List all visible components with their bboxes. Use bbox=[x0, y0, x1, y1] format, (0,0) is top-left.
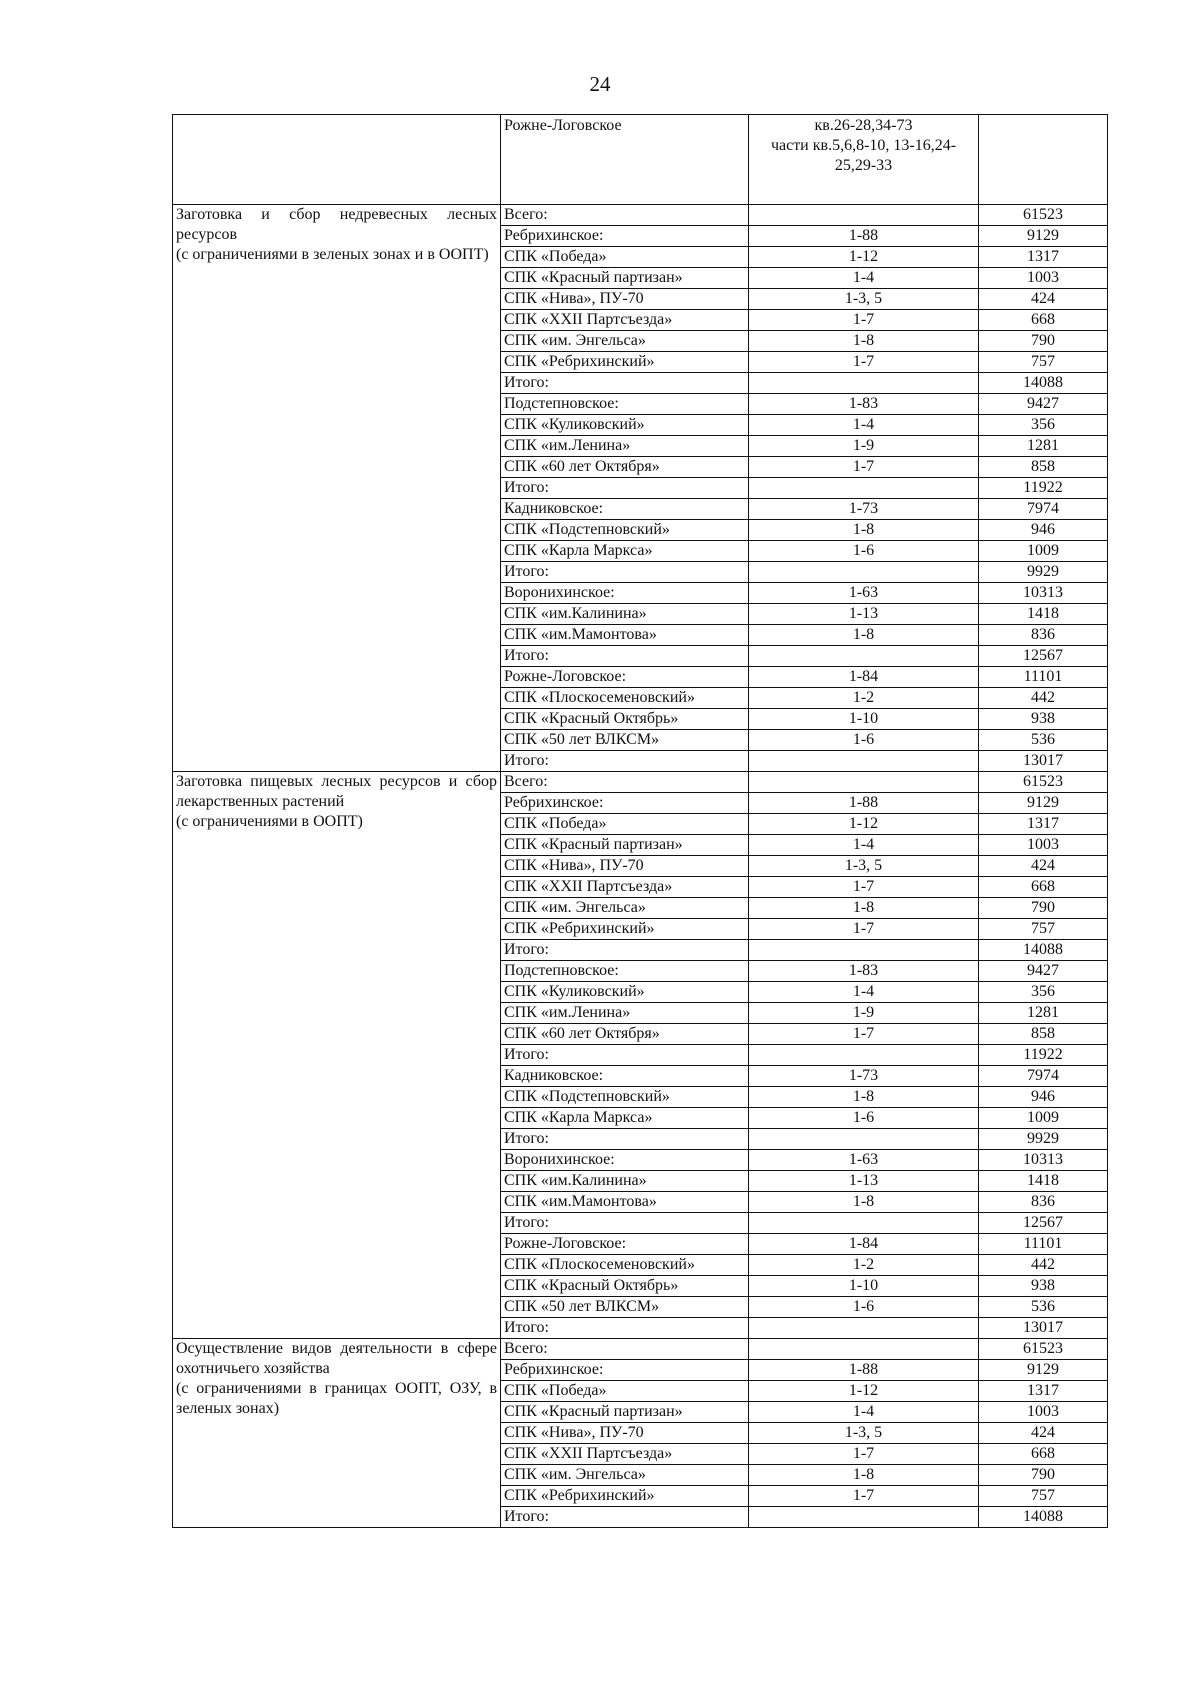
name-cell: СПК «XXII Партсъезда» bbox=[501, 877, 749, 898]
quarters-cell: 1-6 bbox=[749, 541, 979, 562]
name-cell: Всего: bbox=[501, 205, 749, 226]
activity-cell bbox=[173, 205, 501, 772]
quarters-cell: 1-84 bbox=[749, 1234, 979, 1255]
area-cell: 14088 bbox=[979, 373, 1108, 394]
quarters-cell: 1-2 bbox=[749, 688, 979, 709]
quarters-cell: 1-8 bbox=[749, 331, 979, 352]
quarters-cell bbox=[749, 1045, 979, 1066]
table-row bbox=[173, 1339, 1108, 1360]
name-cell: Всего: bbox=[501, 1339, 749, 1360]
name-cell: Итого: bbox=[501, 1045, 749, 1066]
quarters-cell: 1-7 bbox=[749, 352, 979, 373]
quarters-cell: 1-8 bbox=[749, 1192, 979, 1213]
quarters-cell: 1-8 bbox=[749, 898, 979, 919]
quarters-cell bbox=[749, 1318, 979, 1339]
name-cell: СПК «Куликовский» bbox=[501, 982, 749, 1003]
quarters-cell bbox=[749, 646, 979, 667]
name-cell: СПК «Красный партизан» bbox=[501, 268, 749, 289]
quarters-cell: 1-2 bbox=[749, 1255, 979, 1276]
quarters-cell: 1-4 bbox=[749, 1402, 979, 1423]
area-cell: 1003 bbox=[979, 835, 1108, 856]
area-cell: 12567 bbox=[979, 1213, 1108, 1234]
area-cell: 7974 bbox=[979, 499, 1108, 520]
name-cell: Воронихинское: bbox=[501, 1150, 749, 1171]
name-cell: СПК «Красный партизан» bbox=[501, 835, 749, 856]
area-cell: 836 bbox=[979, 625, 1108, 646]
area-cell: 1003 bbox=[979, 1402, 1108, 1423]
quarters-cell: 1-88 bbox=[749, 793, 979, 814]
area-cell: 858 bbox=[979, 1024, 1108, 1045]
quarters-cell bbox=[749, 1507, 979, 1528]
area-cell: 14088 bbox=[979, 1507, 1108, 1528]
area-cell: 10313 bbox=[979, 583, 1108, 604]
name-cell: Всего: bbox=[501, 772, 749, 793]
area-cell: 12567 bbox=[979, 646, 1108, 667]
quarters-cell: 1-3, 5 bbox=[749, 856, 979, 877]
name-cell: СПК «Красный партизан» bbox=[501, 1402, 749, 1423]
name-cell: СПК «60 лет Октября» bbox=[501, 457, 749, 478]
activity-cell bbox=[173, 772, 501, 1339]
quarters-cell: 1-8 bbox=[749, 520, 979, 541]
area-cell: 536 bbox=[979, 1297, 1108, 1318]
quarters-cell bbox=[749, 478, 979, 499]
name-cell: СПК «Карла Маркса» bbox=[501, 1108, 749, 1129]
quarters-cell bbox=[749, 562, 979, 583]
area-cell: 61523 bbox=[979, 772, 1108, 793]
quarters-cell bbox=[749, 115, 979, 205]
quarters-cell: 1-7 bbox=[749, 1444, 979, 1465]
name-cell: СПК «XXII Партсъезда» bbox=[501, 1444, 749, 1465]
quarters-cell bbox=[749, 205, 979, 226]
area-cell: 668 bbox=[979, 310, 1108, 331]
name-cell: Итого: bbox=[501, 562, 749, 583]
quarters-text: кв.26-28,34-73 части кв.5,6,8-10, 13-16,24-25,29-33 bbox=[770, 117, 957, 174]
activity-cell bbox=[173, 1339, 501, 1528]
quarters-cell: 1-63 bbox=[749, 1150, 979, 1171]
name-cell: СПК «50 лет ВЛКСМ» bbox=[501, 730, 749, 751]
quarters-cell: 1-9 bbox=[749, 1003, 979, 1024]
area-cell: 757 bbox=[979, 1486, 1108, 1507]
quarters-cell: 1-7 bbox=[749, 919, 979, 940]
name-cell: Итого: bbox=[501, 1213, 749, 1234]
area-cell bbox=[979, 115, 1108, 205]
name-cell: Подстепновское: bbox=[501, 394, 749, 415]
name-cell: СПК «Победа» bbox=[501, 247, 749, 268]
name-cell: СПК «Победа» bbox=[501, 814, 749, 835]
name-cell: Кадниковское: bbox=[501, 1066, 749, 1087]
quarters-cell: 1-83 bbox=[749, 394, 979, 415]
name-cell: СПК «Подстепновский» bbox=[501, 520, 749, 541]
quarters-cell bbox=[749, 1339, 979, 1360]
quarters-cell bbox=[749, 940, 979, 961]
name-cell: СПК «Ребрихинский» bbox=[501, 1486, 749, 1507]
quarters-cell: 1-7 bbox=[749, 457, 979, 478]
name-cell: Итого: bbox=[501, 1129, 749, 1150]
area-cell: 757 bbox=[979, 919, 1108, 940]
area-cell: 61523 bbox=[979, 1339, 1108, 1360]
name-cell: СПК «им.Ленина» bbox=[501, 436, 749, 457]
activity-cell bbox=[173, 115, 501, 205]
area-cell: 1418 bbox=[979, 604, 1108, 625]
quarters-cell: 1-9 bbox=[749, 436, 979, 457]
area-cell: 356 bbox=[979, 415, 1108, 436]
name-cell: СПК «Нива», ПУ-70 bbox=[501, 1423, 749, 1444]
area-cell: 1281 bbox=[979, 1003, 1108, 1024]
area-cell: 13017 bbox=[979, 1318, 1108, 1339]
name-cell: СПК «60 лет Октября» bbox=[501, 1024, 749, 1045]
quarters-cell: 1-63 bbox=[749, 583, 979, 604]
name-cell: Кадниковское: bbox=[501, 499, 749, 520]
name-cell: СПК «Нива», ПУ-70 bbox=[501, 856, 749, 877]
quarters-cell: 1-12 bbox=[749, 1381, 979, 1402]
area-cell: 1009 bbox=[979, 541, 1108, 562]
quarters-cell: 1-8 bbox=[749, 1087, 979, 1108]
quarters-cell: 1-12 bbox=[749, 247, 979, 268]
area-cell: 946 bbox=[979, 520, 1108, 541]
name-cell: Итого: bbox=[501, 373, 749, 394]
quarters-cell: 1-88 bbox=[749, 226, 979, 247]
area-cell: 1317 bbox=[979, 247, 1108, 268]
quarters-cell: 1-10 bbox=[749, 709, 979, 730]
area-cell: 11922 bbox=[979, 1045, 1108, 1066]
quarters-cell: 1-6 bbox=[749, 1108, 979, 1129]
name-cell: СПК «Плоскосеменовский» bbox=[501, 688, 749, 709]
name-cell: Ребрихинское: bbox=[501, 1360, 749, 1381]
area-cell: 9129 bbox=[979, 226, 1108, 247]
name-cell: СПК «им.Ленина» bbox=[501, 1003, 749, 1024]
area-cell: 9129 bbox=[979, 793, 1108, 814]
quarters-cell: 1-7 bbox=[749, 1486, 979, 1507]
area-cell: 858 bbox=[979, 457, 1108, 478]
quarters-cell: 1-3, 5 bbox=[749, 289, 979, 310]
quarters-cell: 1-4 bbox=[749, 415, 979, 436]
name-cell: СПК «XXII Партсъезда» bbox=[501, 310, 749, 331]
area-cell: 938 bbox=[979, 709, 1108, 730]
name-cell: Итого: bbox=[501, 646, 749, 667]
name-cell: Рожне-Логовское: bbox=[501, 667, 749, 688]
area-cell: 1317 bbox=[979, 1381, 1108, 1402]
name-cell: Подстепновское: bbox=[501, 961, 749, 982]
area-cell: 424 bbox=[979, 1423, 1108, 1444]
area-cell: 9929 bbox=[979, 562, 1108, 583]
area-cell: 668 bbox=[979, 877, 1108, 898]
name-cell: Ребрихинское: bbox=[501, 793, 749, 814]
name-cell: Итого: bbox=[501, 478, 749, 499]
quarters-cell: 1-8 bbox=[749, 1465, 979, 1486]
name-cell: СПК «им.Мамонтова» bbox=[501, 625, 749, 646]
name-cell: СПК «Куликовский» bbox=[501, 415, 749, 436]
quarters-cell: 1-13 bbox=[749, 604, 979, 625]
quarters-cell: 1-73 bbox=[749, 499, 979, 520]
quarters-cell bbox=[749, 373, 979, 394]
quarters-cell: 1-4 bbox=[749, 982, 979, 1003]
quarters-cell: 1-4 bbox=[749, 268, 979, 289]
quarters-cell: 1-84 bbox=[749, 667, 979, 688]
page-number: 24 bbox=[589, 72, 611, 96]
area-cell: 9129 bbox=[979, 1360, 1108, 1381]
name-cell: СПК «им. Энгельса» bbox=[501, 331, 749, 352]
area-cell: 424 bbox=[979, 289, 1108, 310]
area-cell: 946 bbox=[979, 1087, 1108, 1108]
area-cell: 10313 bbox=[979, 1150, 1108, 1171]
quarters-cell: 1-88 bbox=[749, 1360, 979, 1381]
area-cell: 1317 bbox=[979, 814, 1108, 835]
name-cell: СПК «им. Энгельса» bbox=[501, 898, 749, 919]
name-cell: Рожне-Логовское bbox=[501, 115, 749, 205]
quarters-cell: 1-7 bbox=[749, 877, 979, 898]
area-cell: 13017 bbox=[979, 751, 1108, 772]
area-cell: 11101 bbox=[979, 1234, 1108, 1255]
name-cell: Итого: bbox=[501, 1507, 749, 1528]
name-cell: СПК «Подстепновский» bbox=[501, 1087, 749, 1108]
area-cell: 424 bbox=[979, 856, 1108, 877]
table-row bbox=[173, 772, 1108, 793]
name-cell: Итого: bbox=[501, 751, 749, 772]
area-cell: 11101 bbox=[979, 667, 1108, 688]
area-cell: 356 bbox=[979, 982, 1108, 1003]
area-cell: 790 bbox=[979, 331, 1108, 352]
area-cell: 536 bbox=[979, 730, 1108, 751]
name-cell: СПК «Красный Октябрь» bbox=[501, 709, 749, 730]
quarters-cell: 1-7 bbox=[749, 1024, 979, 1045]
name-cell: СПК «им.Калинина» bbox=[501, 1171, 749, 1192]
name-cell: СПК «Нива», ПУ-70 bbox=[501, 289, 749, 310]
name-cell: Итого: bbox=[501, 940, 749, 961]
area-cell: 9427 bbox=[979, 961, 1108, 982]
area-cell: 668 bbox=[979, 1444, 1108, 1465]
quarters-cell: 1-12 bbox=[749, 814, 979, 835]
area-cell: 9427 bbox=[979, 394, 1108, 415]
name-cell: СПК «им.Калинина» bbox=[501, 604, 749, 625]
area-cell: 1418 bbox=[979, 1171, 1108, 1192]
area-cell: 442 bbox=[979, 688, 1108, 709]
table-row bbox=[173, 205, 1108, 226]
quarters-cell: 1-7 bbox=[749, 310, 979, 331]
area-cell: 442 bbox=[979, 1255, 1108, 1276]
quarters-cell: 1-10 bbox=[749, 1276, 979, 1297]
quarters-cell bbox=[749, 772, 979, 793]
activity-text: Осуществление видов деятельности в сфере охотничьего хозяйства (с ограничениями в границах ООПТ, ОЗУ, в зеленых зонах) bbox=[176, 1340, 497, 1417]
area-cell: 11922 bbox=[979, 478, 1108, 499]
quarters-cell: 1-73 bbox=[749, 1066, 979, 1087]
name-cell: Ребрихинское: bbox=[501, 226, 749, 247]
area-cell: 938 bbox=[979, 1276, 1108, 1297]
quarters-cell bbox=[749, 751, 979, 772]
name-cell: СПК «Ребрихинский» bbox=[501, 352, 749, 373]
table-header-row bbox=[173, 115, 1108, 205]
area-cell: 1003 bbox=[979, 268, 1108, 289]
quarters-cell bbox=[749, 1213, 979, 1234]
quarters-cell: 1-83 bbox=[749, 961, 979, 982]
name-cell: СПК «им. Энгельса» bbox=[501, 1465, 749, 1486]
activity-text: Заготовка и сбор недревесных лесных ресурсов (с ограничениями в зеленых зонах и в ООПТ) bbox=[176, 206, 497, 263]
name-cell: СПК «50 лет ВЛКСМ» bbox=[501, 1297, 749, 1318]
area-cell: 836 bbox=[979, 1192, 1108, 1213]
area-cell: 790 bbox=[979, 1465, 1108, 1486]
area-cell: 1281 bbox=[979, 436, 1108, 457]
activity-text: Заготовка пищевых лесных ресурсов и сбор лекарственных растений (с ограничениями в ООПТ) bbox=[176, 773, 497, 830]
area-cell: 7974 bbox=[979, 1066, 1108, 1087]
area-cell: 9929 bbox=[979, 1129, 1108, 1150]
quarters-cell: 1-8 bbox=[749, 625, 979, 646]
area-cell: 1009 bbox=[979, 1108, 1108, 1129]
name-cell: СПК «Победа» bbox=[501, 1381, 749, 1402]
name-cell: СПК «Ребрихинский» bbox=[501, 919, 749, 940]
quarters-cell: 1-6 bbox=[749, 730, 979, 751]
quarters-cell: 1-4 bbox=[749, 835, 979, 856]
name-cell: Итого: bbox=[501, 1318, 749, 1339]
name-cell: Воронихинское: bbox=[501, 583, 749, 604]
area-cell: 14088 bbox=[979, 940, 1108, 961]
area-cell: 757 bbox=[979, 352, 1108, 373]
area-cell: 61523 bbox=[979, 205, 1108, 226]
quarters-cell: 1-3, 5 bbox=[749, 1423, 979, 1444]
area-cell: 790 bbox=[979, 898, 1108, 919]
name-cell: СПК «Плоскосеменовский» bbox=[501, 1255, 749, 1276]
quarters-cell: 1-13 bbox=[749, 1171, 979, 1192]
name-cell: СПК «Карла Маркса» bbox=[501, 541, 749, 562]
quarters-cell bbox=[749, 1129, 979, 1150]
name-cell: Рожне-Логовское: bbox=[501, 1234, 749, 1255]
forest-activities-table bbox=[172, 114, 1108, 1528]
quarters-cell: 1-6 bbox=[749, 1297, 979, 1318]
name-cell: СПК «Красный Октябрь» bbox=[501, 1276, 749, 1297]
name-cell: СПК «им.Мамонтова» bbox=[501, 1192, 749, 1213]
